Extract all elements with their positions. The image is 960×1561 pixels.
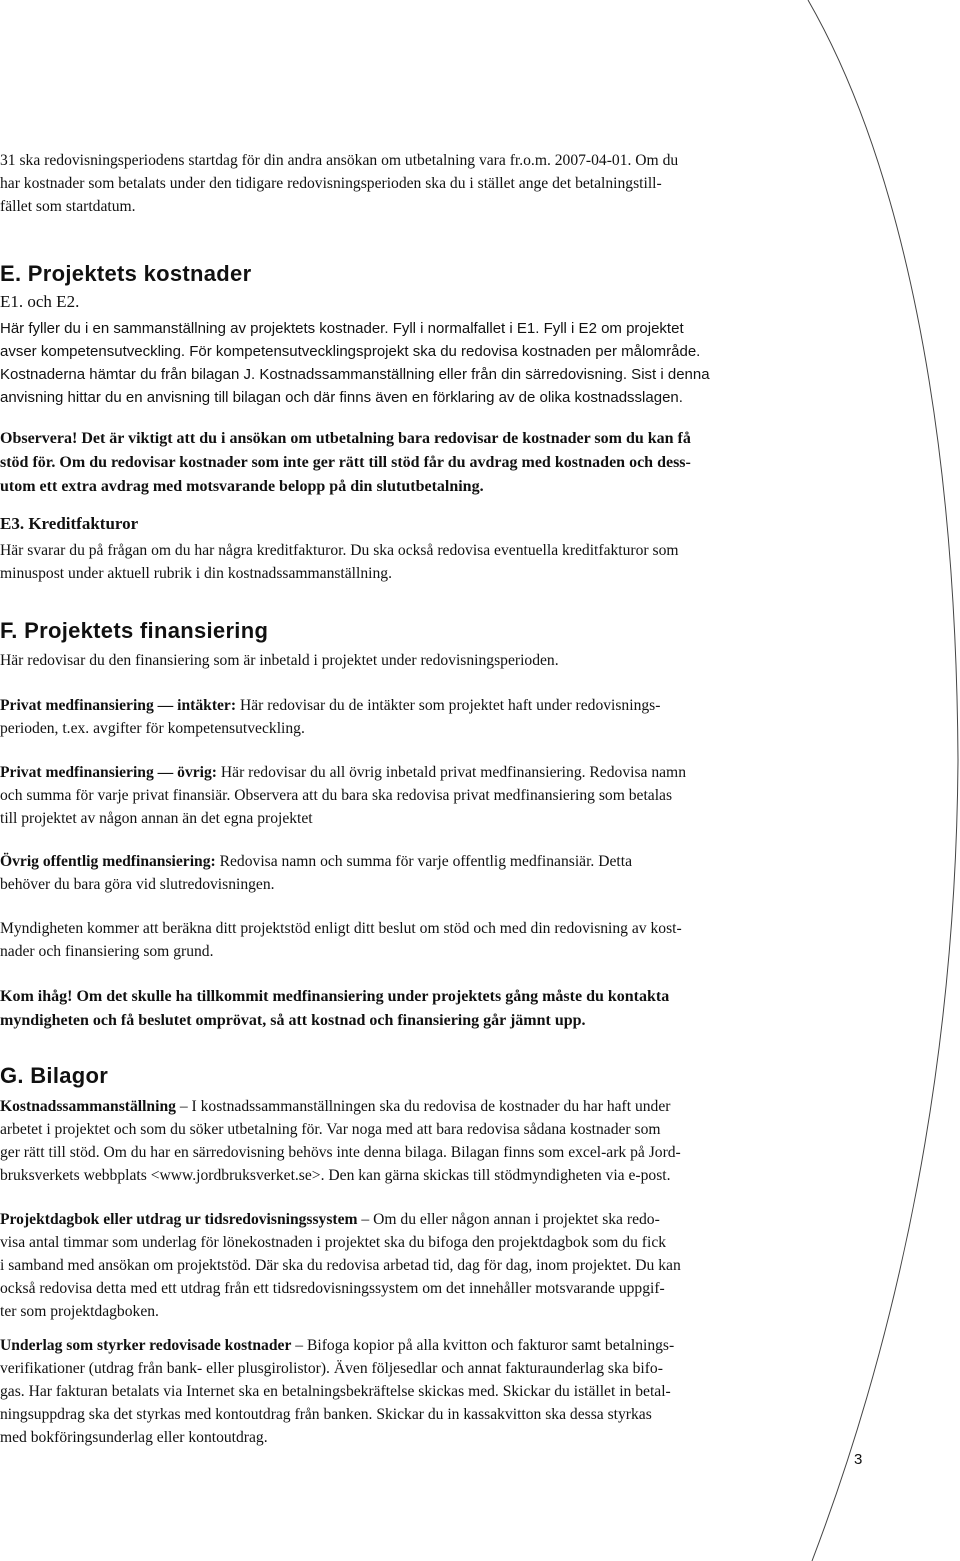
underlag-text: – Bifoga kopior på alla kvitton och fakturor samt betalnings- xyxy=(291,1337,675,1354)
projektdagbok-line: i samband med ansökan om projektstöd. Där ska du redovisa arbetad tid, dag för dag, inom projektet. Du kan xyxy=(0,1257,681,1274)
observera-paragraph xyxy=(0,428,691,450)
underlag-line: ningsuppdrag ska det styrkas med kontoutdrag från banken. Skickar du in kassakvitton ska dessa styrkas xyxy=(0,1406,652,1423)
kom-ihag-line: myndigheten och få beslutet omprövat, så att kostnad och finansiering går jämnt upp. xyxy=(0,1012,586,1029)
section-f-heading: F. Projektets finansiering xyxy=(0,618,269,643)
kostnad-lead: Kostnadssammanställning xyxy=(0,1098,176,1115)
kostnad-line: arbetet i projektet och som du söker utbetalning för. Var noga med att bara redovisa sådana kostnader som xyxy=(0,1121,661,1138)
projektdagbok-paragraph xyxy=(0,1209,660,1231)
section-e-text-line: avser kompetensutveckling. För kompetensutvecklingsprojekt ska du redovisa kostnaden per målområde. xyxy=(0,343,701,360)
intro-line: fället som startdatum. xyxy=(0,198,136,215)
section-e1-e2-subheading: E1. och E2. xyxy=(0,292,80,311)
privat-intakter-line: perioden, t.ex. avgifter för kompetensutveckling. xyxy=(0,720,305,737)
section-e-text-line: anvisning hittar du en anvisning till bilagan och där finns även en förklaring av de olika kostnadsslagen. xyxy=(0,389,683,406)
privat-ovrig-paragraph xyxy=(0,762,686,784)
projektdagbok-line: också redovisa detta med ett utdrag från ett tidsredovisningssystem om det innehåller motsvarande uppgif- xyxy=(0,1280,665,1297)
ovrig-offentlig-paragraph xyxy=(0,851,632,873)
privat-ovrig-line: till projektet av någon annan än det egna projektet xyxy=(0,810,313,827)
projektdagbok-line: visa antal timmar som underlag för lönekostnaden i projektet ska du bifoga den projektdagbok som du fick xyxy=(0,1234,667,1251)
privat-ovrig-line: och summa för varje privat finansiär. Observera att du bara ska redovisa privat medfinansiering som betalas xyxy=(0,787,673,804)
kostnad-text: – I kostnadssammanställningen ska du redovisa de kostnader du har haft under xyxy=(175,1098,671,1115)
underlag-line: verifikationer (utdrag från bank- eller plusgirolistor). Även följesedlar och annat fakturaunderlag ska bifo- xyxy=(0,1360,663,1377)
section-e3-subheading: E3. Kreditfakturor xyxy=(0,514,139,533)
intro-line: 31 ska redovisningsperiodens startdag för din andra ansökan om utbetalning vara fr.o.m. 2007-04-01. Om du xyxy=(0,152,679,169)
kostnad-line: bruksverkets webbplats <www.jordbruksverket.se>. Den kan gärna skickas till stödmyndigheten via e-post. xyxy=(0,1167,671,1184)
projektdagbok-text: – Om du eller någon annan i projektet ska redo- xyxy=(357,1211,660,1228)
section-e-text-line: Kostnaderna hämtar du från bilagan J. Kostnadssammanställning eller från din särredovisning. Sist i denna xyxy=(0,366,710,383)
section-e3-text-line: Här svarar du på frågan om du har några kreditfakturor. Du ska också redovisa eventuella kreditfakturor som xyxy=(0,542,679,559)
observera-text: Det är viktigt att du i ansökan om utbetalning bara redovisar de kostnader som du kan få xyxy=(77,430,691,447)
kom-ihag-line: Kom ihåg! Om det skulle ha tillkommit medfinansiering under projektets gång måste du kontakta xyxy=(0,988,670,1005)
section-e-text-line: Här fyller du i en sammanställning av projektets kostnader. Fyll i normalfallet i E1. Fyll i E2 om projektet xyxy=(0,320,684,337)
intro-line: har kostnader som betalats under den tidigare redovisningsperioden ska du i stället ange det betalningstill- xyxy=(0,175,662,192)
ovrig-offentlig-line: behöver du bara göra vid slutredovisningen. xyxy=(0,876,275,893)
ovrig-offentlig-text: Redovisa namn och summa för varje offentlig medfinansiär. Detta xyxy=(215,853,632,870)
section-g-heading: G. Bilagor xyxy=(0,1063,109,1088)
projektdagbok-lead: Projektdagbok eller utdrag ur tidsredovisningssystem xyxy=(0,1211,358,1228)
myndigheten-line: Myndigheten kommer att beräkna ditt projektstöd enligt ditt beslut om stöd och med din redovisning av kost- xyxy=(0,920,682,937)
myndigheten-line: nader och finansiering som grund. xyxy=(0,943,214,960)
section-e3-text-line: minuspost under aktuell rubrik i din kostnadssammanställning. xyxy=(0,565,392,582)
section-f-intro: Här redovisar du den finansiering som är inbetald i projektet under redovisningsperioden. xyxy=(0,652,559,669)
section-e-heading: E. Projektets kostnader xyxy=(0,261,252,286)
page-number: 3 xyxy=(854,1451,863,1468)
privat-intakter-paragraph xyxy=(0,695,660,717)
underlag-line: gas. Har fakturan betalats via Internet ska en betalningsbekräftelse skickas med. Skickar du istället in betal- xyxy=(0,1383,671,1400)
observera-line: utom ett extra avdrag med motsvarande belopp på din slututbetalning. xyxy=(0,478,484,495)
underlag-paragraph xyxy=(0,1335,674,1357)
privat-ovrig-lead: Privat medfinansiering — övrig: xyxy=(0,764,217,781)
privat-intakter-text: Här redovisar du de intäkter som projektet haft under redovisnings- xyxy=(236,697,661,714)
kostnad-paragraph xyxy=(0,1096,670,1118)
privat-intakter-lead: Privat medfinansiering — intäkter: xyxy=(0,697,237,714)
ovrig-offentlig-lead: Övrig offentlig medfinansiering: xyxy=(0,853,216,870)
observera-line: stöd för. Om du redovisar kostnader som inte ger rätt till stöd får du avdrag med kostnaden och dess- xyxy=(0,454,691,471)
projektdagbok-line: ter som projektdagboken. xyxy=(0,1303,159,1320)
observera-lead: Observera! xyxy=(0,430,78,447)
underlag-line: med bokföringsunderlag eller kontoutdrag. xyxy=(0,1429,268,1446)
privat-ovrig-text: Här redovisar du all övrig inbetald privat medfinansiering. Redovisa namn xyxy=(217,764,686,781)
underlag-lead: Underlag som styrker redovisade kostnader xyxy=(0,1337,292,1354)
kostnad-line: ger rätt till stöd. Om du har en särredovisning behövs inte denna bilaga. Bilagan finns som excel-ark på Jord- xyxy=(0,1144,681,1161)
